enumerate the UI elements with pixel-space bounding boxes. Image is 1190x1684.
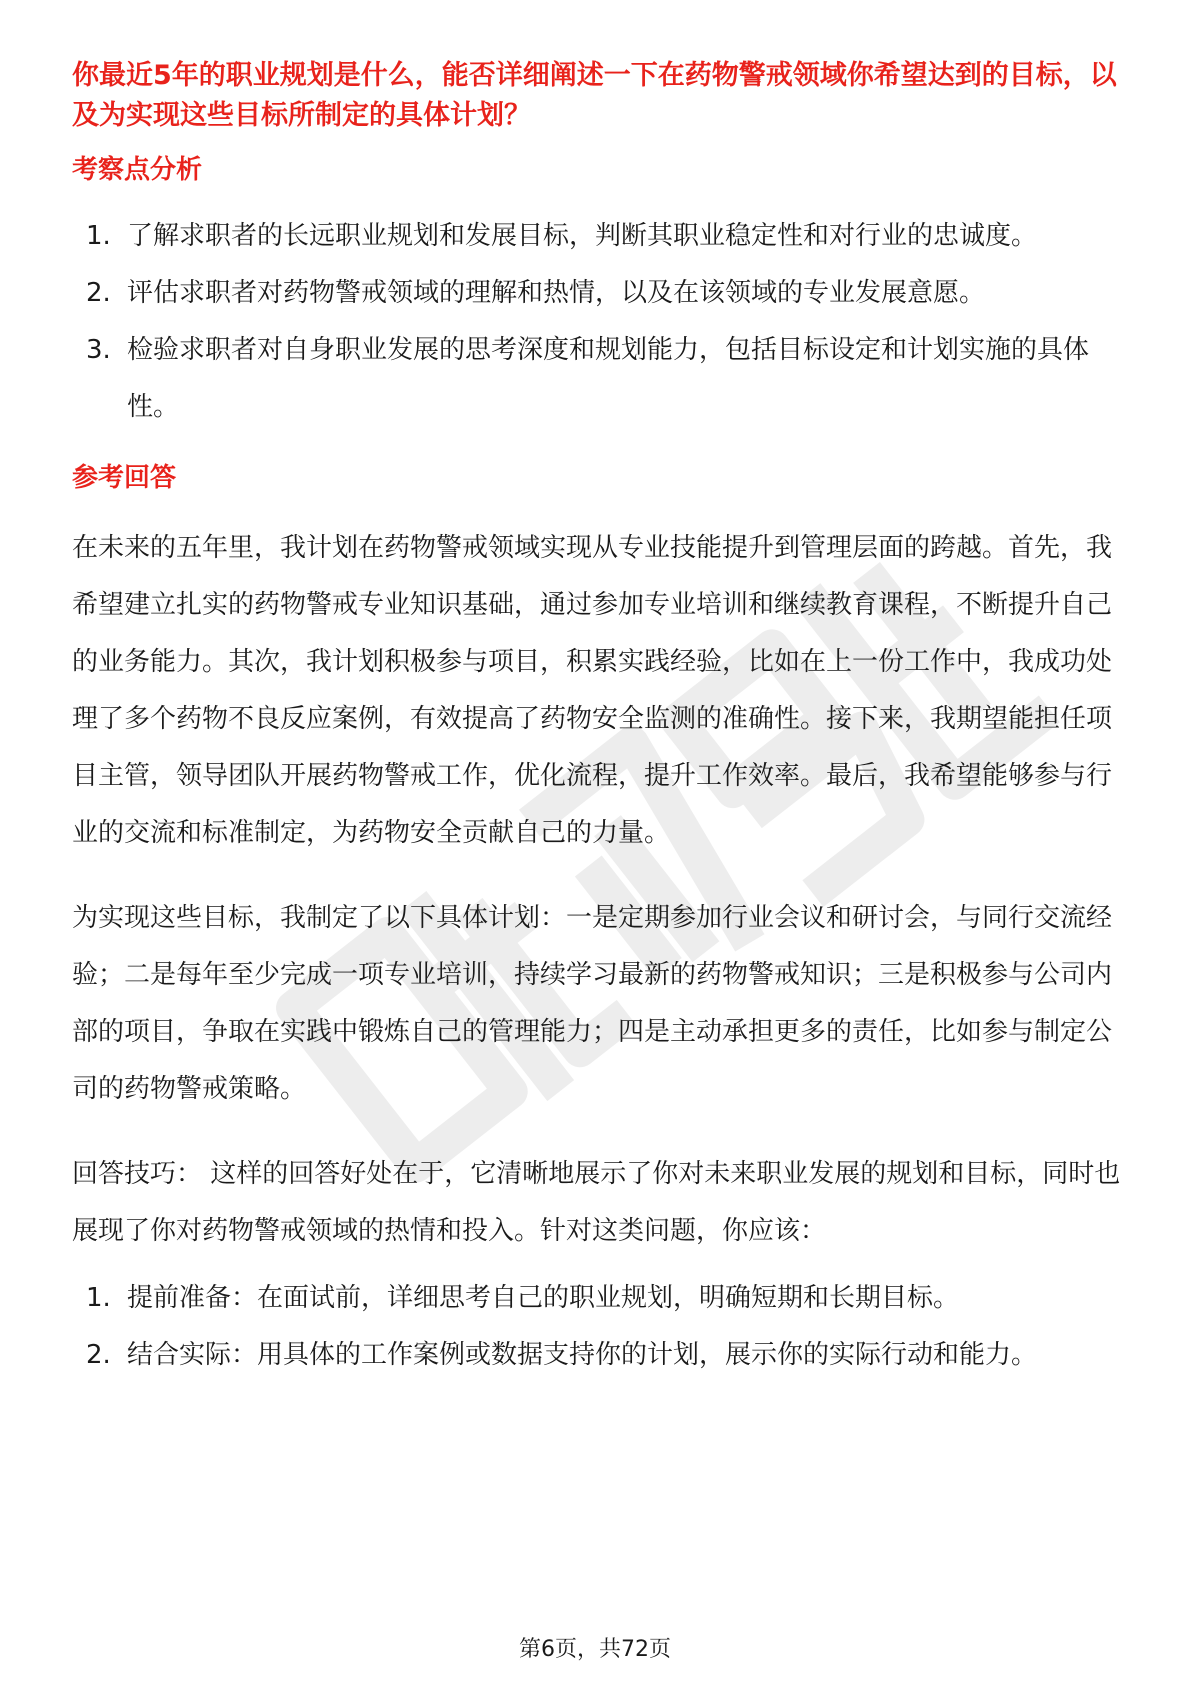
answer-paragraph: 为实现这些目标，我制定了以下具体计划：一是定期参加行业会议和研讨会，与同行交流经验；二是每年至少完成一项专业培训，持续学习最新的药物警戒知识；三是积极参与公司内部的项目，争取在实践中锻炼自己的管理能力；四是主动承担更多的责任，比如参与制定公司的药物警戒策略。 xyxy=(72,903,1113,1104)
page-number-footer: 第6页，共72页 xyxy=(519,1637,671,1662)
list-item-number: 3. xyxy=(86,335,111,365)
question-heading: 你最近5年的职业规划是什么，能否详细阐述一下在药物警戒领域你希望达到的目标，以及为实现这些目标所制定的具体计划？ xyxy=(72,60,1117,131)
list-item-text: 结合实际：用具体的工作案例或数据支持你的计划，展示你的实际行动和能力。 xyxy=(127,1340,1038,1370)
list-item xyxy=(72,322,1122,436)
analysis-list xyxy=(72,208,1122,436)
list-item-number: 1. xyxy=(86,221,111,251)
list-item-number: 2. xyxy=(86,1340,111,1370)
answer-paragraph: 在未来的五年里，我计划在药物警戒领域实现从专业技能提升到管理层面的跨越。首先，我希望建立扎实的药物警戒专业知识基础，通过参加专业培训和继续教育课程，不断提升自己的业务能力。其次，我计划积极参与项目，积累实践经验，比如在上一份工作中，我成功处理了多个药物不良反应案例，有效提高了药物安全监测的准确性。接下来，我期望能担任项目主管，领导团队开展药物警戒工作，优化流程，提升工作效率。最后，我希望能够参与行业的交流和标准制定，为药物安全贡献自己的力量。 xyxy=(72,533,1113,848)
list-item xyxy=(72,265,1122,322)
answer-tips-intro: 回答技巧： 这样的回答好处在于，它清晰地展示了你对未来职业发展的规划和目标，同时也展现了你对药物警戒领域的热情和投入。针对这类问题，你应该： xyxy=(72,1159,1121,1246)
list-item-number: 2. xyxy=(86,278,111,308)
answer-section-title: 参考回答 xyxy=(72,463,177,493)
tips-list xyxy=(72,1270,1122,1384)
list-item xyxy=(72,1270,1122,1327)
document-page xyxy=(72,56,1122,1384)
list-item xyxy=(72,208,1122,265)
list-item-number: 1. xyxy=(86,1283,111,1313)
list-item-text: 提前准备：在面试前，详细思考自己的职业规划，明确短期和长期目标。 xyxy=(127,1283,960,1313)
analysis-section-title: 考察点分析 xyxy=(72,155,203,185)
list-item-text: 检验求职者对自身职业发展的思考深度和规划能力，包括目标设定和计划实施的具体性。 xyxy=(127,335,1090,422)
list-item xyxy=(72,1327,1122,1384)
list-item-text: 了解求职者的长远职业规划和发展目标，判断其职业稳定性和对行业的忠诚度。 xyxy=(127,221,1038,251)
list-item-text: 评估求职者对药物警戒领域的理解和热情，以及在该领域的专业发展意愿。 xyxy=(127,278,986,308)
